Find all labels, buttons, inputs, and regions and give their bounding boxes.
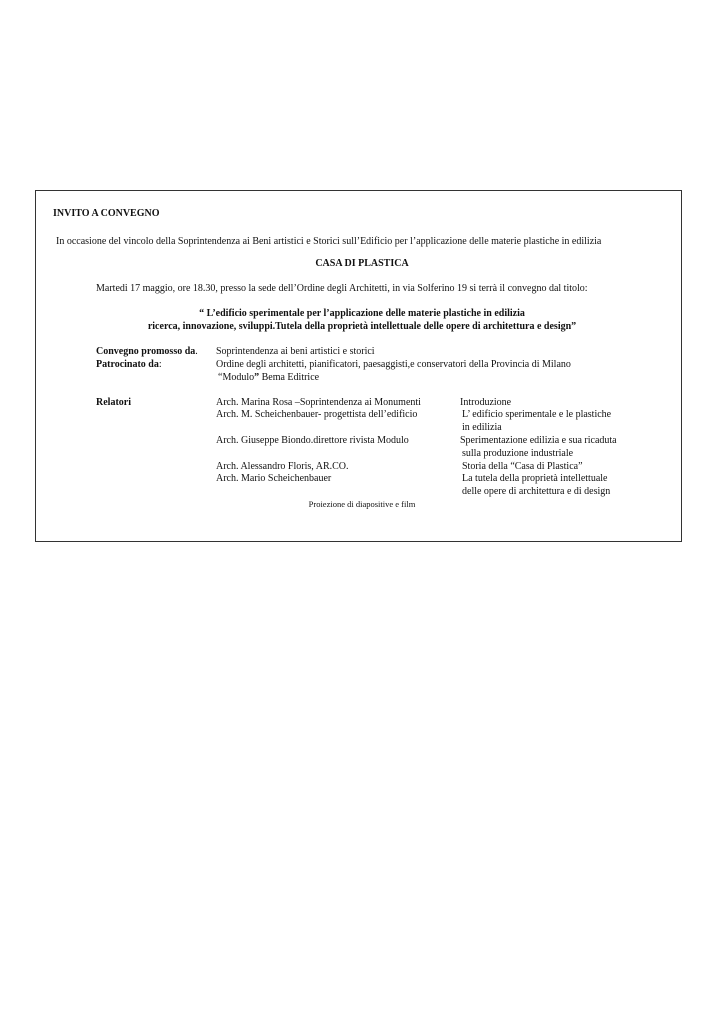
conference-title-line2: ricerca, innovazione, sviluppi.Tutela della proprietà intellettuale delle opere di architettura e design” bbox=[147, 321, 577, 332]
promosso-label: Convegno promosso da bbox=[96, 346, 196, 357]
speaker-topic: Sperimentazione edilizia e sua ricaduta bbox=[460, 435, 617, 446]
speaker-name: Arch. M. Scheichenbauer- progettista dell’edificio bbox=[216, 409, 418, 420]
conference-title-line1: “ L’edificio sperimentale per l’applicazione delle materie plastiche in edilizia bbox=[199, 308, 525, 319]
relatori-label: Relatori bbox=[96, 397, 131, 408]
patrocinato-label-wrap bbox=[96, 359, 162, 371]
speaker-name: Arch. Alessandro Floris, AR.CO. bbox=[216, 461, 349, 472]
speaker-topic: La tutela della proprietà intellettuale bbox=[462, 473, 608, 484]
announcement-text: Martedi 17 maggio, ore 18.30, presso la sede dell’Ordine degli Architetti, in via Solferino 19 si terrà il convegno dal titolo: bbox=[96, 283, 588, 294]
bema-editrice: Bema Editrice bbox=[259, 372, 320, 383]
invito-heading: INVITO A CONVEGNO bbox=[53, 208, 160, 219]
intro-paragraph: In occasione del vincolo della Soprintendenza ai Beni artistici e Storici sull’Edificio per l’applicazione delle materie plastiche in edilizia bbox=[56, 236, 602, 247]
promosso-label-wrap bbox=[96, 346, 198, 358]
speaker-topic-cont: in edilizia bbox=[462, 422, 502, 433]
patrocinato-value-line2 bbox=[218, 372, 319, 384]
modulo-quote: ” bbox=[254, 372, 260, 383]
promosso-value: Soprintendenza ai beni artistici e storici bbox=[216, 346, 375, 357]
patrocinato-suffix: : bbox=[158, 359, 162, 370]
modulo-name: “Modulo bbox=[218, 372, 255, 383]
speaker-topic-cont: delle opere di architettura e di design bbox=[462, 486, 611, 497]
footer-note: Proiezione di diapositive e film bbox=[308, 499, 416, 509]
speaker-topic: Introduzione bbox=[460, 397, 512, 408]
patrocinato-value-line1: Ordine degli architetti, pianificatori, paesaggisti,e conservatori della Provincia di Milano bbox=[216, 359, 571, 370]
patrocinato-label: Patrocinato da bbox=[96, 359, 159, 370]
speaker-name: Arch. Marina Rosa –Soprintendenza ai Monumenti bbox=[216, 397, 421, 408]
speaker-name: Arch. Mario Scheichenbauer bbox=[216, 473, 332, 484]
speaker-topic-cont: sulla produzione industriale bbox=[462, 448, 574, 459]
speaker-name: Arch. Giuseppe Biondo.direttore rivista Modulo bbox=[216, 435, 409, 446]
speaker-topic: L’ edificio sperimentale e le plastiche bbox=[462, 409, 612, 420]
speaker-topic: Storia della “Casa di Plastica” bbox=[462, 461, 583, 472]
promosso-suffix: . bbox=[195, 346, 198, 357]
casa-di-plastica-title: CASA DI PLASTICA bbox=[315, 258, 409, 269]
